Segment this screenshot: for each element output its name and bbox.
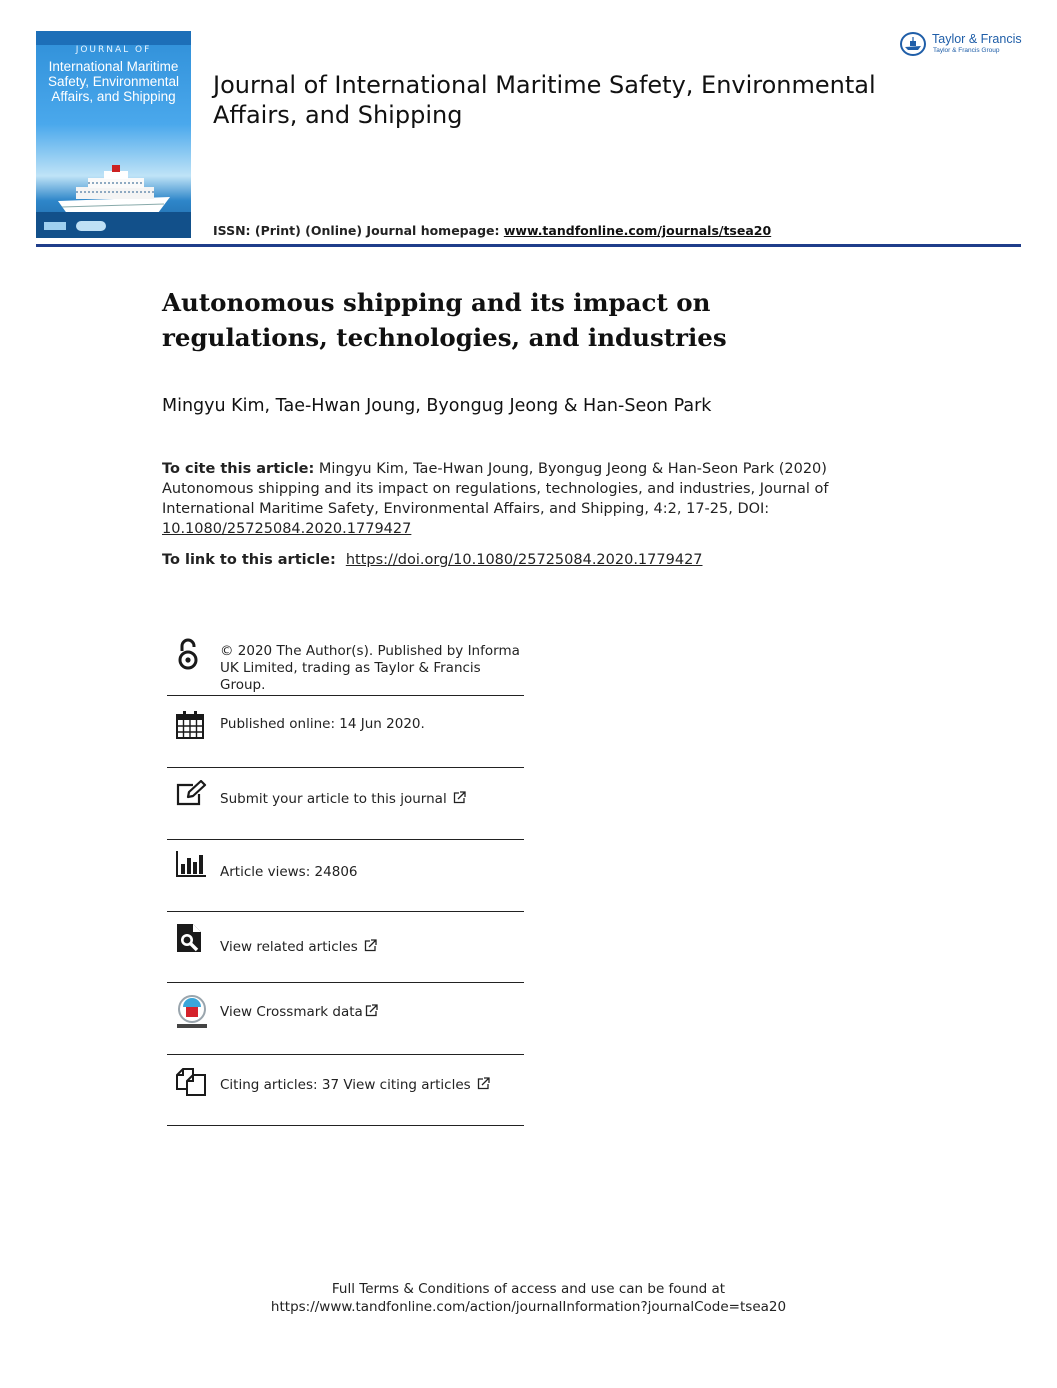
cover-bottom-band	[36, 212, 191, 238]
article-authors: Mingyu Kim, Tae-Hwan Joung, Byongug Jeong & Han-Seon Park	[162, 396, 712, 416]
terms-footer	[0, 1280, 1057, 1316]
journal-title: Journal of International Maritime Safety, Environmental Affairs, and Shipping	[213, 71, 876, 129]
external-link-icon	[365, 1004, 378, 1017]
cover-top-band	[36, 31, 191, 45]
crossmark-icon	[175, 995, 209, 1031]
article-link-label: To link to this article:	[162, 552, 336, 568]
publisher-subname: Taylor & Francis Group	[933, 47, 1000, 54]
info-row-views	[167, 840, 524, 912]
citation-text: Mingyu Kim, Tae-Hwan Joung, Byongug Jeong & Han-Seon Park (2020) Autonomous shipping and its impact on regulations, technologies, and industries, Journal of International Maritime Safety, Environmental Affairs, and Shipping, 4:2, 17-25, DOI:	[162, 461, 829, 517]
crossmark-link[interactable]	[220, 1004, 378, 1021]
published-date: Published online: 14 Jun 2020.	[220, 716, 425, 732]
cover-society-logo-2	[76, 221, 106, 231]
journal-cover-image	[36, 31, 191, 238]
info-row-submit[interactable]	[167, 768, 524, 840]
article-link-block	[162, 552, 703, 568]
article-info-list	[167, 634, 524, 1126]
open-access-icon	[175, 638, 201, 670]
open-access-text: © 2020 The Author(s). Published by Informa UK Limited, trading as Taylor & Francis Group.	[220, 643, 520, 693]
citing-articles-label: Citing articles: 37 View citing articles	[220, 1077, 471, 1093]
external-link-icon	[453, 791, 466, 804]
publisher-logo[interactable]	[900, 30, 1025, 58]
cover-title: International Maritime Safety, Environmental Affairs, and Shipping	[47, 59, 180, 104]
journal-homepage-link[interactable]: www.tandfonline.com/journals/tsea20	[503, 223, 772, 238]
article-title: Autonomous shipping and its impact on regulations, technologies, and industries	[162, 288, 727, 352]
related-articles-label: View related articles	[220, 939, 358, 955]
calendar-icon	[175, 710, 205, 740]
bar-chart-icon	[175, 850, 207, 878]
submit-article-label: Submit your article to this journal	[220, 791, 447, 807]
info-row-published	[167, 696, 524, 768]
edit-icon	[175, 780, 207, 808]
crossmark-label: View Crossmark data	[220, 1004, 363, 1020]
info-row-citing[interactable]	[167, 1055, 524, 1126]
publisher-name: Taylor & Francis	[932, 32, 1022, 46]
cover-society-logo	[44, 222, 66, 230]
header-divider	[36, 244, 1021, 247]
info-row-related[interactable]	[167, 912, 524, 983]
submit-article-link[interactable]	[220, 791, 466, 808]
citing-articles-link[interactable]	[220, 1077, 490, 1094]
info-row-crossmark[interactable]	[167, 983, 524, 1055]
issn-text: ISSN: (Print) (Online) Journal homepage:	[213, 223, 504, 238]
external-link-icon	[477, 1077, 490, 1090]
citation-label: To cite this article:	[162, 461, 315, 477]
related-articles-link[interactable]	[220, 939, 377, 956]
article-views: Article views: 24806	[220, 864, 358, 880]
citing-icon	[175, 1067, 207, 1097]
issn-line	[213, 223, 771, 238]
info-row-open-access	[167, 634, 524, 696]
cover-journal-word: JOURNAL OF	[75, 45, 152, 55]
citation-block	[162, 459, 872, 539]
article-doi-url[interactable]: https://doi.org/10.1080/25725084.2020.1779427	[345, 552, 703, 568]
search-document-icon	[175, 922, 205, 954]
external-link-icon	[364, 939, 377, 952]
terms-line-1: Full Terms & Conditions of access and use can be found at	[331, 1281, 726, 1297]
publisher-mark-icon	[900, 32, 926, 56]
citation-doi-link[interactable]: 10.1080/25725084.2020.1779427	[162, 521, 412, 537]
terms-url[interactable]: https://www.tandfonline.com/action/journalInformation?journalCode=tsea20	[270, 1299, 787, 1315]
